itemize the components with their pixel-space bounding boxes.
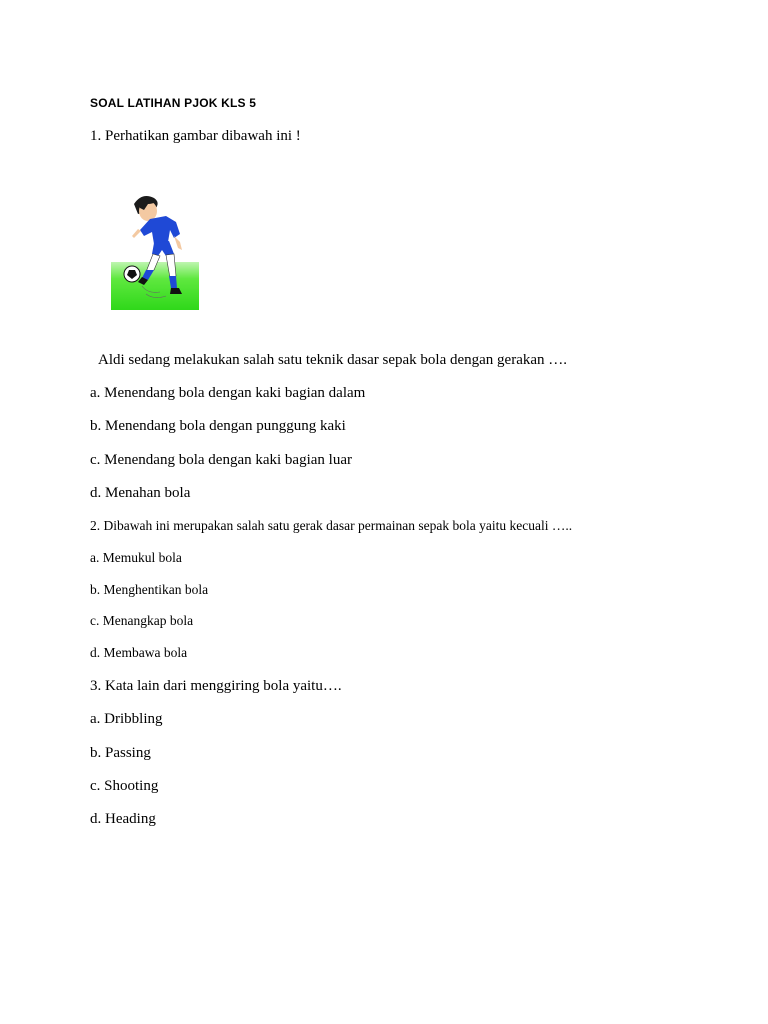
question-2-text: 2. Dibawah ini merupakan salah satu gerak dasar permainan sepak bola yaitu kecuali ….. [90, 518, 573, 533]
question-2-option-a: a. Memukul bola [90, 550, 182, 565]
soccer-player-juggling-ball-icon [108, 190, 202, 312]
question-1-prompt: 1. Perhatikan gambar dibawah ini ! [90, 128, 301, 144]
question-1-option-a: a. Menendang bola dengan kaki bagian dalam [90, 385, 366, 401]
question-3-option-d: d. Heading [90, 811, 156, 827]
question-2-option-b: b. Menghentikan bola [90, 582, 209, 597]
question-1-option-d: d. Menahan bola [90, 485, 191, 501]
player-shorts [152, 241, 174, 256]
grass-field [111, 262, 199, 310]
question-3-option-c: c. Shooting [90, 778, 159, 794]
question-2-option-d: d. Membawa bola [90, 645, 188, 660]
question-1-option-b: b. Menendang bola dengan punggung kaki [90, 418, 346, 434]
document-title: SOAL LATIHAN PJOK KLS 5 [90, 96, 257, 110]
question-2-option-c: c. Menangkap bola [90, 613, 194, 628]
question-3-option-a: a. Dribbling [90, 711, 163, 727]
question-3-option-b: b. Passing [90, 745, 151, 761]
question-1-text: Aldi sedang melakukan salah satu teknik dasar sepak bola dengan gerakan …. [98, 352, 568, 368]
question-3-text: 3. Kata lain dari menggiring bola yaitu…. [90, 678, 342, 694]
question-1-option-c: c. Menendang bola dengan kaki bagian luar [90, 452, 352, 468]
